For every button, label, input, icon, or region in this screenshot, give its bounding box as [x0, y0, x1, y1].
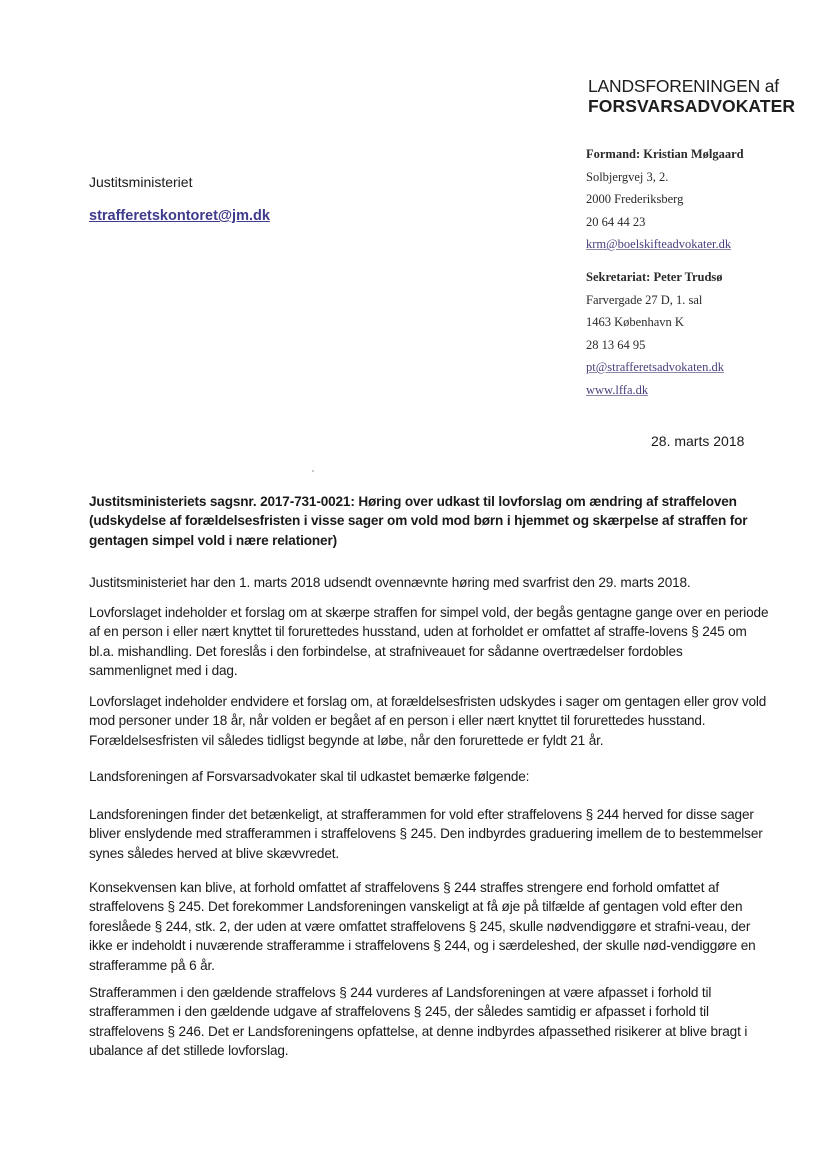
paragraph-4: Landsforeningen af Forsvarsadvokater skal til udkastet bemærke følgende:: [89, 769, 530, 784]
secretariat-email-link[interactable]: pt@strafferetsadvokaten.dk: [586, 360, 724, 374]
paragraph-5: Landsforeningen finder det betænkeligt, at strafferammen for vold efter straffelovens § 244 herved for disse sager bliver enslydende med strafferammen i straffelovens § 245. Den indbyrdes graduering imellem de to bestemmelser synes således herved at blive skævvredet.: [89, 807, 763, 861]
letter-date: 28. marts 2018: [651, 433, 745, 449]
secretariat-phone: 28 13 64 95: [586, 337, 646, 352]
recipient-email-link[interactable]: strafferetskontoret@jm.dk: [89, 208, 270, 224]
chair-phone: 20 64 44 23: [586, 214, 646, 229]
secretariat-city: 1463 København K: [586, 315, 684, 329]
paragraph-7: Strafferammen i den gældende straffelovs § 244 vurderes af Landsforeningen at være afpasset i forhold til strafferammen i den gældende udgave af straffelovens § 245, der således samtidig er afpasset i forhold til straffelovens § 246. Det er Landsforeningens opfattelse, at denne indbyrdes afpassethed risikerer at blive bragt i ubalance af det stillede lovforslag.: [89, 985, 748, 1059]
chair-heading: Formand: Kristian Mølgaard: [586, 147, 744, 161]
chair-city: 2000 Frederiksberg: [586, 192, 684, 206]
recipient-name: Justitsministeriet: [89, 174, 193, 190]
paragraph-2: Lovforslaget indeholder et forslag om at skærpe straffen for simpel vold, der begås gentagne gange over en periode af en person i eller nært knyttet til forurettedes husstand, uden at forholdet er omfattet af straffe-lovens § 245 om bl.a. mishandling. Det foreslås i den forbindelse, at strafniveauet for sådanne overtrædelser fordobles sammenlignet med i dag.: [89, 605, 769, 679]
paragraph-3: Lovforslaget indeholder endvidere et forslag om, at forældelsesfristen udskydes i sager om gentagen eller grov vold mod personer under 18 år, når volden er begået af en person i eller nært knyttet til forurettedes husstand. Forældelsesfristen vil således tidligst begynde at løbe, når den forurettede er fyldt 21 år.: [89, 694, 767, 748]
chair-email-link[interactable]: krm@boelskifteadvokater.dk: [586, 237, 732, 251]
logo-line-2: FORSVARSADVOKATER: [588, 95, 796, 116]
paragraph-6: Konsekvensen kan blive, at forhold omfattet af straffelovens § 244 straffes strengere end forhold omfattet af straffelovens § 245. Det forekommer Landsforeningen vanskeligt at få øje på tilfælde af gentagen vold efter den foreslåede § 244, stk. 2, der uden at være omfattet straffelovens § 245, skulle nødvendiggøre et strafni-veau, der ikke er indeholdt i nuværende strafferamme i straffelovens § 244, og i særdeleshed, der skulle nød-vendiggøre en strafferamme på 6 år.: [89, 880, 756, 973]
logo-line-1: LANDSFORENINGEN af: [588, 76, 779, 96]
organization-logo: [588, 78, 795, 115]
secretariat-contact-block: [586, 266, 724, 401]
letter-subject: Justitsministeriets sagsnr. 2017-731-0021: Høring over udkast til lovforslag om ændring af straffeloven (udskydelse af forældelsesfristen i visse sager om vold mod børn i hjemmet og skærpelse af straffen for gentagen simpel vold i nære relationer): [89, 494, 748, 548]
website-link[interactable]: www.lffa.dk: [586, 382, 649, 397]
secretariat-heading: Sekretariat: Peter Trudsø: [586, 270, 723, 284]
secretariat-street: Farvergade 27 D, 1. sal: [586, 292, 703, 307]
paragraph-1: Justitsministeriet har den 1. marts 2018 udsendt ovennævnte høring med svarfrist den 29. marts 2018.: [89, 575, 691, 590]
chair-street: Solbjergvej 3, 2.: [586, 169, 669, 184]
chair-contact-block: [586, 143, 744, 256]
scan-artifact: [312, 470, 314, 472]
